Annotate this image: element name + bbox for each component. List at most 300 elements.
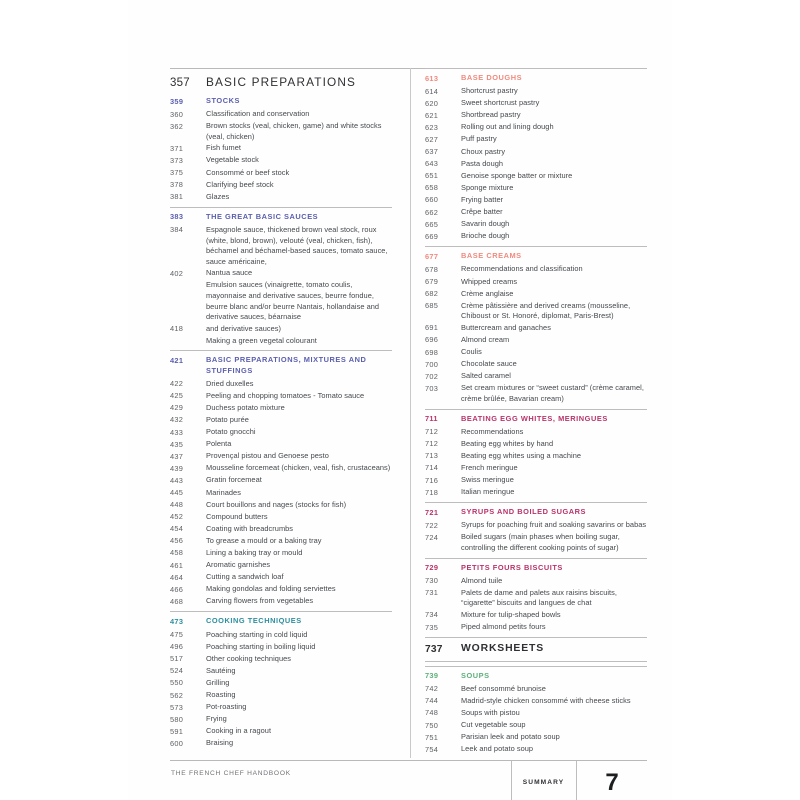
entry-page-number: 623 [425, 122, 439, 132]
entry-title: Espagnole sauce, thickened brown veal stock, roux (white, blond, brown), velouté (veal, chicken, fish), béchamel and béchamel-based sauces, tomato sauce, sauce américaine, [206, 224, 388, 266]
toc-column-right [425, 68, 647, 756]
entry-page-number: 439 [170, 463, 184, 473]
entry-page-number: 678 [425, 264, 439, 274]
entry-page-number: 620 [425, 98, 439, 108]
section-title: SOUPS [461, 670, 490, 680]
entry-title: Recommendations and classification [461, 264, 583, 274]
entry-title: Leek and potato soup [461, 744, 534, 754]
entry-page-number: 716 [425, 475, 439, 485]
entry-title: Poaching starting in cold liquid [206, 629, 308, 639]
entry-page-number: 621 [425, 110, 439, 120]
entry-title: Compound butters [206, 511, 268, 521]
toc-entry[interactable] [425, 487, 647, 498]
toc-entry[interactable] [170, 109, 392, 120]
entry-title: Mousseline forcemeat (chicken, veal, fish, crustaceans) [206, 463, 391, 473]
toc-entry[interactable] [170, 439, 392, 450]
entry-page-number: 362 [170, 121, 184, 131]
toc-entry[interactable] [170, 678, 392, 689]
entry-title: Roasting [206, 690, 236, 699]
toc-entry[interactable] [425, 532, 647, 553]
entry-page-number: 735 [425, 622, 439, 632]
entry-title: Set cream mixtures or “sweet custard” (crème caramel, crème brûlée, Bavarian cream) [461, 383, 644, 403]
part-header [170, 75, 390, 89]
toc-section-header-base-creams[interactable] [425, 251, 647, 262]
toc-entry[interactable] [425, 171, 647, 182]
entry-title: Rolling out and lining dough [461, 122, 554, 132]
entry-title: Parisian leek and potato soup [461, 732, 560, 742]
toc-entry[interactable] [170, 630, 392, 641]
entry-title: Aromatic garnishes [206, 560, 271, 570]
entry-title: Sweet shortcrust pastry [461, 98, 540, 108]
entry-page-number: 454 [170, 524, 184, 534]
entry-title: French meringue [461, 462, 518, 472]
toc-entry[interactable] [425, 195, 647, 206]
section-page-number: 421 [170, 355, 184, 365]
toc-entry[interactable] [425, 231, 647, 242]
entry-title: Cut vegetable soup [461, 720, 526, 729]
entry-page-number: 731 [425, 588, 439, 598]
entry-page-number: 600 [170, 738, 184, 748]
entry-page-number: 703 [425, 383, 439, 393]
section-title: WORKSHEETS [461, 643, 544, 655]
section-rule [425, 661, 647, 662]
toc-entry[interactable] [170, 324, 392, 335]
entry-page-number: 381 [170, 192, 184, 202]
toc-section-header-cooking-techniques[interactable] [170, 616, 392, 627]
toc-entry[interactable] [425, 439, 647, 450]
book-title: THE FRENCH CHEF HANDBOOK [171, 770, 291, 777]
entry-page-number: 429 [170, 403, 184, 413]
toc-entry[interactable] [170, 584, 392, 595]
toc-section-header-base-doughs[interactable] [425, 73, 647, 84]
toc-section-header-syrups-and-boiled-sugars[interactable] [425, 507, 647, 518]
section-page-number: 737 [425, 643, 443, 655]
toc-entry[interactable] [425, 289, 647, 300]
entry-page-number: 751 [425, 732, 439, 742]
toc-entry[interactable] [170, 524, 392, 535]
toc-entry[interactable] [425, 383, 647, 404]
toc-section-header-soups[interactable] [425, 671, 647, 682]
entry-page-number: 702 [425, 371, 439, 381]
section-title: THE GREAT BASIC SAUCES [206, 211, 319, 221]
toc-entry[interactable] [425, 122, 647, 133]
section-rule [425, 409, 647, 410]
entry-title: Provençal pistou and Genoese pesto [206, 451, 329, 461]
entry-title: Crêpe batter [461, 207, 503, 217]
entry-title: Soups with pistou [461, 707, 520, 717]
entry-title: Carving flowers from vegetables [206, 596, 314, 606]
toc-entry[interactable] [170, 500, 392, 511]
entry-title: Brioche dough [461, 231, 510, 241]
toc-entry[interactable] [425, 610, 647, 621]
toc-entry[interactable] [425, 371, 647, 382]
entry-title: Coating with breadcrumbs [206, 523, 294, 533]
toc-entry[interactable] [425, 301, 647, 322]
toc-entry[interactable] [170, 512, 392, 523]
toc-entry[interactable] [170, 280, 392, 322]
entry-page-number: 614 [425, 86, 439, 96]
section-title: BASIC PREPARATIONS, MIXTURES AND STUFFINGS [206, 355, 367, 376]
entry-page-number: 448 [170, 500, 184, 510]
toc-entry[interactable] [425, 588, 647, 609]
toc-section-header-stocks[interactable] [170, 96, 392, 107]
entry-title: Potato purée [206, 414, 249, 424]
toc-entry[interactable] [170, 192, 392, 203]
entry-title: Italian meringue [461, 487, 515, 497]
toc-entry[interactable] [170, 642, 392, 653]
toc-entry[interactable] [170, 180, 392, 191]
entry-title: To grease a mould or a baking tray [206, 535, 322, 545]
section-rule [425, 246, 647, 247]
entry-title: Choux pastry [461, 146, 506, 156]
entry-title: Mixture for tulip-shaped bowls [461, 609, 561, 619]
entry-title: Potato gnocchi [206, 427, 256, 437]
entry-title: Lining a baking tray or mould [206, 547, 303, 557]
section-rule [170, 611, 392, 612]
entry-page-number: 700 [425, 359, 439, 369]
entry-title: Piped almond petits fours [461, 622, 546, 632]
toc-entry[interactable] [425, 622, 647, 633]
toc-section-header-worksheets[interactable] [425, 642, 647, 657]
entry-title: Frying [206, 714, 227, 724]
entry-title: Polenta [206, 439, 232, 449]
entry-title: Gratin forcemeat [206, 475, 262, 485]
entry-page-number: 714 [425, 463, 439, 473]
toc-entry[interactable] [425, 86, 647, 97]
entry-title: Cooking in a ragout [206, 726, 272, 736]
entry-page-number: 461 [170, 560, 184, 570]
entry-title: Sautéing [206, 665, 236, 675]
toc-entry[interactable] [170, 654, 392, 665]
entry-title: Swiss meringue [461, 475, 514, 484]
entry-page-number: 718 [425, 487, 439, 497]
toc-entry[interactable] [425, 147, 647, 158]
entry-title: Shortbread pastry [461, 110, 521, 120]
toc-entry[interactable] [425, 732, 647, 743]
toc-entry[interactable] [170, 155, 392, 166]
entry-page-number: 371 [170, 143, 184, 153]
entry-title: Duchess potato mixture [206, 402, 285, 412]
section-page-number: 613 [425, 73, 439, 83]
toc-entry[interactable] [170, 726, 392, 737]
toc-entry[interactable] [425, 183, 647, 194]
entry-title: Recommendations [461, 426, 524, 436]
entry-page-number: 433 [170, 427, 184, 437]
toc-entry[interactable] [425, 219, 647, 230]
entry-title: Nantua sauce [206, 268, 253, 278]
entry-page-number: 712 [425, 439, 439, 449]
entry-page-number: 679 [425, 277, 439, 286]
section-title: PETITS FOURS BISCUITS [461, 562, 563, 572]
toc-entry[interactable] [170, 666, 392, 677]
toc-entry[interactable] [425, 576, 647, 587]
entry-title: Peeling and chopping tomatoes - Tomato sauce [206, 390, 365, 400]
entry-page-number: 660 [425, 195, 439, 205]
toc-entry[interactable] [425, 359, 647, 370]
section-page-number: 473 [170, 616, 184, 626]
toc-entry[interactable] [170, 168, 392, 179]
entry-title: Buttercream and ganaches [461, 322, 551, 332]
entry-title: Shortcrust pastry [461, 86, 518, 96]
entry-page-number: 466 [170, 584, 184, 594]
toc-entry[interactable] [170, 548, 392, 559]
entry-page-number: 435 [170, 439, 184, 449]
section-rule [425, 558, 647, 559]
entry-title: Poaching starting in boiling liquid [206, 641, 316, 651]
toc-entry[interactable] [425, 323, 647, 334]
toc-entry[interactable] [425, 696, 647, 707]
entry-title: Cutting a sandwich loaf [206, 572, 284, 582]
entry-page-number: 750 [425, 720, 439, 730]
entry-page-number: 458 [170, 548, 184, 558]
toc-entry[interactable] [425, 159, 647, 170]
toc-entry[interactable] [170, 379, 392, 390]
entry-page-number: 627 [425, 134, 439, 144]
entry-page-number: 443 [170, 475, 184, 485]
toc-entry[interactable] [425, 720, 647, 731]
entry-title: Chocolate sauce [461, 359, 517, 369]
toc-section-header-the-great-basic-sauces[interactable] [170, 212, 392, 223]
toc-entry[interactable] [170, 488, 392, 499]
entry-page-number: 422 [170, 379, 184, 389]
toc-entry[interactable] [170, 451, 392, 462]
toc-content [170, 68, 647, 796]
toc-entry[interactable] [170, 536, 392, 547]
section-title: STOCKS [206, 96, 240, 105]
entry-title: Pot-roasting [206, 702, 247, 712]
entry-title: Beating egg whites using a machine [461, 450, 582, 460]
section-rule [425, 637, 647, 638]
toc-entry[interactable] [425, 264, 647, 275]
entry-page-number [170, 336, 206, 337]
entry-title: Other cooking techniques [206, 653, 292, 663]
section-page-number: 383 [170, 212, 184, 222]
entry-page-number: 665 [425, 219, 439, 229]
entry-page-number: 669 [425, 231, 439, 241]
toc-entry[interactable] [170, 714, 392, 725]
part-title: BASIC PREPARATIONS [206, 75, 357, 89]
entry-title: Whipped creams [461, 276, 518, 286]
entry-page-number: 373 [170, 155, 184, 165]
entry-title: Savarin dough [461, 219, 510, 229]
entry-page-number: 475 [170, 630, 184, 640]
entry-title: Puff pastry [461, 134, 497, 144]
entry-page-number: 744 [425, 696, 439, 706]
entry-title: Salted caramel [461, 371, 511, 381]
entry-page-number: 722 [425, 520, 439, 530]
entry-page-number: 662 [425, 207, 439, 217]
entry-title: Almond cream [461, 334, 510, 344]
entry-page-number: 468 [170, 596, 184, 606]
toc-section-header-petits-fours-biscuits[interactable] [425, 563, 647, 574]
toc-column-left [170, 96, 392, 750]
entry-title: Palets de dame and palets aux raisins biscuits, “cigarette” biscuits and langues de chat [461, 587, 617, 608]
section-page-number: 711 [425, 414, 438, 424]
toc-entry[interactable] [425, 475, 647, 486]
entry-page-number: 637 [425, 147, 439, 157]
toc-entry[interactable] [425, 134, 647, 145]
entry-page-number: 496 [170, 642, 184, 652]
entry-title: Frying batter [461, 194, 504, 204]
section-title: SYRUPS AND BOILED SUGARS [461, 507, 587, 517]
entry-page-number: 432 [170, 415, 184, 425]
entry-title: Glazes [206, 191, 230, 201]
entry-title: Consommé or beef stock [206, 167, 290, 177]
entry-page-number: 748 [425, 708, 439, 718]
entry-title: Dried duxelles [206, 378, 254, 388]
entry-title: Vegetable stock [206, 155, 259, 165]
entry-page-number: 360 [170, 109, 184, 119]
toc-entry[interactable] [425, 708, 647, 719]
entry-page-number: 378 [170, 180, 184, 190]
entry-title: Pasta dough [461, 158, 504, 168]
entry-page-number: 384 [170, 225, 184, 235]
section-page-number: 739 [425, 671, 439, 681]
toc-entry[interactable] [170, 415, 392, 426]
entry-page-number: 375 [170, 168, 184, 178]
entry-page-number: 437 [170, 451, 184, 461]
section-title: BEATING EGG WHITES, MERINGUES [461, 413, 608, 423]
entry-page-number: 562 [170, 690, 184, 700]
entry-title: Court bouillons and nages (stocks for fish) [206, 499, 347, 509]
entry-title: Syrups for poaching fruit and soaking savarins or babas [461, 520, 647, 530]
entry-page-number: 464 [170, 572, 184, 582]
entry-page-number: 580 [170, 714, 184, 724]
toc-entry[interactable] [170, 225, 392, 267]
column-divider [410, 68, 411, 758]
toc-entry[interactable] [170, 336, 392, 347]
entry-page-number: 730 [425, 576, 439, 586]
toc-entry[interactable] [170, 463, 392, 474]
entry-page-number: 452 [170, 512, 184, 522]
section-page-number: 677 [425, 251, 439, 261]
entry-page-number: 517 [170, 654, 184, 664]
entry-title: Coulis [461, 347, 482, 357]
section-rule [425, 666, 647, 667]
entry-page-number: 445 [170, 488, 184, 497]
toc-entry[interactable] [170, 403, 392, 414]
toc-entry[interactable] [425, 277, 647, 288]
entry-title: Genoise sponge batter or mixture [461, 170, 573, 180]
toc-entry[interactable] [170, 391, 392, 402]
section-title: BASE DOUGHS [461, 73, 523, 82]
toc-entry[interactable] [170, 738, 392, 749]
toc-entry[interactable] [170, 690, 392, 701]
toc-entry[interactable] [425, 744, 647, 755]
toc-section-header-basic-preparations-mixtures-and-stuffing[interactable] [170, 355, 392, 376]
toc-entry[interactable] [170, 427, 392, 438]
entry-title: Almond tuile [461, 575, 503, 585]
entry-page-number: 698 [425, 347, 439, 357]
toc-entry[interactable] [425, 451, 647, 462]
entry-page-number: 456 [170, 536, 184, 546]
toc-section-header-beating-egg-whites-meringues[interactable] [425, 414, 647, 425]
entry-page-number: 425 [170, 391, 184, 401]
entry-page-number: 402 [170, 268, 184, 278]
entry-title: Brown stocks (veal, chicken, game) and white stocks (veal, chicken) [206, 121, 382, 141]
part-number: 357 [170, 77, 190, 89]
entry-page-number: 734 [425, 610, 439, 620]
entry-title: Making gondolas and folding serviettes [206, 584, 336, 594]
toc-entry[interactable] [170, 121, 392, 142]
entry-page-number: 742 [425, 684, 439, 694]
toc-entry[interactable] [425, 98, 647, 109]
entry-page-number: 691 [425, 323, 439, 333]
entry-title: Making a green vegetal colourant [206, 335, 317, 345]
entry-page-number: 418 [170, 324, 184, 334]
toc-entry[interactable] [170, 572, 392, 583]
entry-title: Beef consommé brunoise [461, 683, 546, 693]
entry-page-number: 685 [425, 301, 439, 311]
entry-title: and derivative sauces) [206, 323, 282, 333]
entry-title: Clarifying beef stock [206, 179, 274, 189]
toc-entry[interactable] [425, 207, 647, 218]
entry-page-number: 754 [425, 744, 439, 754]
section-rule [170, 350, 392, 351]
toc-entry[interactable] [170, 560, 392, 571]
section-rule [170, 207, 392, 208]
entry-page-number: 651 [425, 171, 439, 181]
entry-title: Boiled sugars (main phases when boiling sugar, controlling the different cooking points of sugar) [461, 532, 620, 552]
entry-page-number: 696 [425, 335, 439, 345]
entry-title: Classification and conservation [206, 109, 310, 119]
entry-page-number: 713 [425, 451, 439, 461]
toc-entry[interactable] [425, 427, 647, 438]
toc-entry[interactable] [425, 520, 647, 531]
entry-page-number: 724 [425, 532, 439, 542]
entry-page-number [170, 280, 206, 281]
entry-page-number: 643 [425, 159, 439, 169]
toc-entry[interactable] [425, 335, 647, 346]
entry-title: Madrid-style chicken consommé with cheese sticks [461, 695, 631, 705]
toc-entry[interactable] [425, 110, 647, 121]
entry-title: Sponge mixture [461, 182, 514, 192]
toc-entry[interactable] [170, 143, 392, 154]
entry-title: Braising [206, 738, 234, 748]
page-number: 7 [605, 769, 619, 796]
toc-entry[interactable] [170, 596, 392, 607]
section-title: BASE CREAMS [461, 251, 522, 261]
entry-page-number: 712 [425, 427, 439, 437]
entry-page-number: 550 [170, 678, 184, 688]
section-rule [425, 502, 647, 503]
entry-title: Marinades [206, 487, 241, 497]
toc-entry[interactable] [170, 475, 392, 486]
section-page-number: 721 [425, 507, 439, 517]
section-page-number: 729 [425, 563, 439, 573]
entry-page-number: 524 [170, 666, 184, 676]
toc-entry[interactable] [425, 347, 647, 358]
entry-title: Crème anglaise [461, 288, 514, 298]
entry-page-number: 591 [170, 726, 184, 736]
entry-page-number: 682 [425, 289, 439, 299]
entry-title: Fish fumet [206, 143, 241, 153]
toc-entry[interactable] [170, 268, 392, 279]
entry-page-number: 658 [425, 183, 439, 193]
page-footer [170, 761, 647, 800]
toc-entry[interactable] [425, 463, 647, 474]
entry-page-number: 573 [170, 702, 184, 712]
entry-title: Beating egg whites by hand [461, 438, 554, 448]
toc-entry[interactable] [170, 702, 392, 713]
footer-label: SUMMARY [522, 779, 565, 786]
section-page-number: 359 [170, 96, 184, 106]
section-title: COOKING TECHNIQUES [206, 616, 302, 626]
section-rule [425, 68, 647, 69]
toc-entry[interactable] [425, 684, 647, 695]
entry-title: Emulsion sauces (vinaigrette, tomato coulis, mayonnaise and derivative sauces, beurre fondue, beurre blanc and/or beurre Nantais, hollandaise and derivative sauces, béarnaise [206, 280, 380, 322]
entry-title: Crème pâtissière and derived creams (mousseline, Chiboust or St. Honoré, diplomat, Paris-Brest) [461, 300, 631, 321]
